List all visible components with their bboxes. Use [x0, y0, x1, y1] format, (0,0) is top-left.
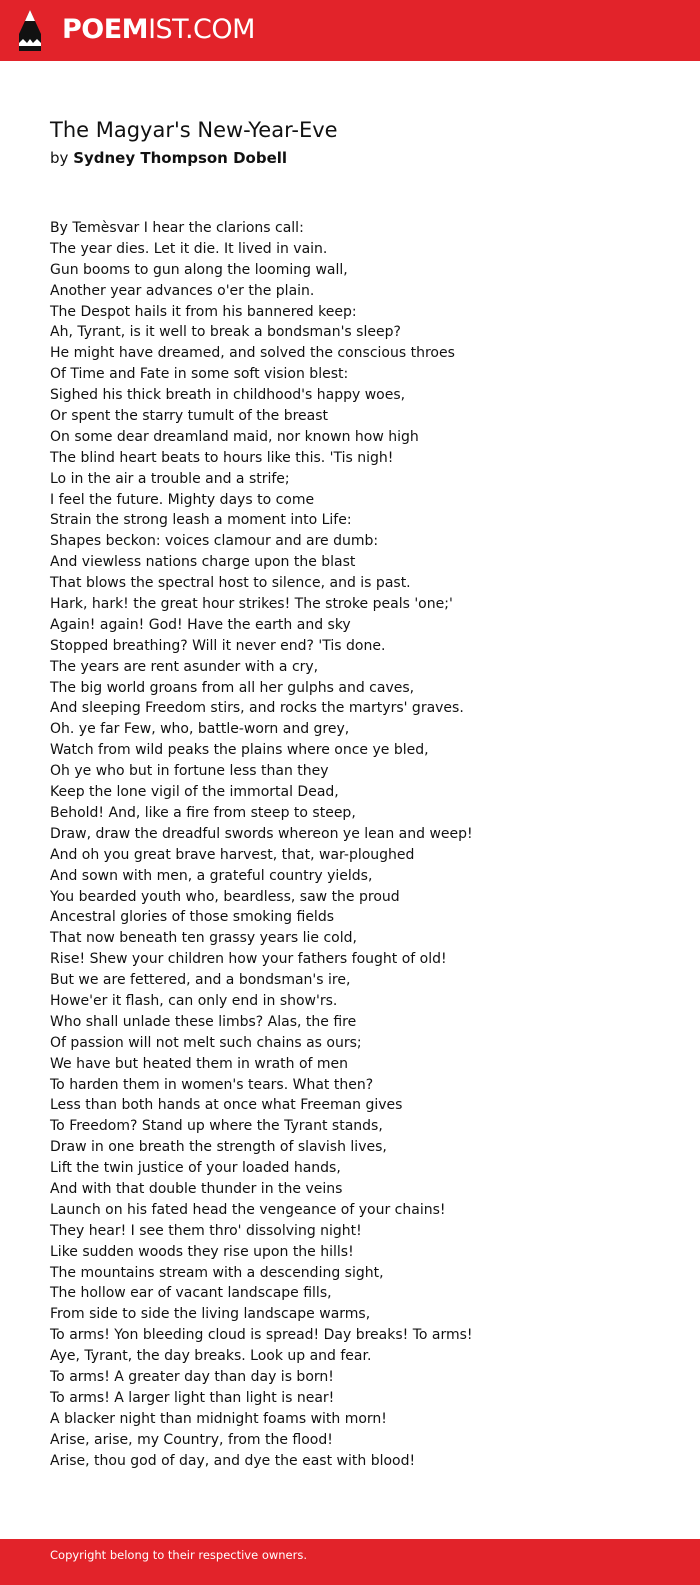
- poem-line: Or spent the starry tumult of the breast: [50, 408, 329, 425]
- poem-line: You bearded youth who, beardless, saw the proud: [50, 888, 400, 905]
- poem-line: Strain the strong leash a moment into Life:: [50, 512, 352, 529]
- poem-line: Lift the twin justice of your loaded hands,: [50, 1160, 341, 1177]
- poem-line: The hollow ear of vacant landscape fills,: [50, 1285, 332, 1302]
- poem-line: On some dear dreamland maid, nor known how high: [50, 428, 419, 445]
- poem-line: Draw in one breath the strength of slavish lives,: [50, 1139, 387, 1156]
- poem-line: To harden them in women's tears. What then?: [50, 1076, 374, 1093]
- poem-line: Of Time and Fate in some soft vision blest:: [50, 366, 349, 383]
- poem-line: And sleeping Freedom stirs, and rocks the martyrs' graves.: [50, 700, 464, 717]
- poem-line: And viewless nations charge upon the blast: [50, 554, 356, 571]
- poem-line: Behold! And, like a fire from steep to steep,: [50, 804, 356, 821]
- poem-line: And sown with men, a grateful country yields,: [50, 867, 373, 884]
- poem-line: Another year advances o'er the plain.: [50, 282, 315, 299]
- poem-line: Aye, Tyrant, the day breaks. Look up and fear.: [50, 1348, 372, 1365]
- poem-line: The blind heart beats to hours like this. 'Tis nigh!: [50, 449, 394, 466]
- poem-line: Oh. ye far Few, who, battle-worn and grey,: [50, 721, 350, 738]
- site-header: [0, 0, 700, 61]
- poem-line: A blacker night than midnight foams with morn!: [50, 1410, 387, 1427]
- copyright-text: Copyright belong to their respective owners.: [50, 1548, 308, 1562]
- poem-line: Howe'er it flash, can only end in show'rs.: [50, 992, 338, 1009]
- poem-line: And oh you great brave harvest, that, war-ploughed: [50, 846, 415, 863]
- poem-line: Oh ye who but in fortune less than they: [50, 763, 329, 780]
- poem-line: And with that double thunder in the veins: [50, 1180, 343, 1197]
- author-name: Sydney Thompson Dobell: [73, 149, 288, 167]
- poem-line: Hark, hark! the great hour strikes! The stroke peals 'one;': [50, 596, 453, 613]
- poem-line: Launch on his fated head the vengeance of your chains!: [50, 1201, 446, 1218]
- poem-line: I feel the future. Mighty days to come: [50, 491, 315, 508]
- poem-line: From side to side the living landscape warms,: [50, 1306, 371, 1323]
- poem-line: To arms! A larger light than light is near!: [50, 1389, 335, 1406]
- poem-line: He might have dreamed, and solved the conscious throes: [50, 345, 455, 362]
- poem-line: Arise, arise, my Country, from the flood!: [50, 1431, 333, 1448]
- poem-line: That blows the spectral host to silence, and is past.: [50, 575, 411, 592]
- poem-line: Keep the lone vigil of the immortal Dead,: [50, 784, 339, 801]
- poem-line: They hear! I see them thro' dissolving night!: [50, 1222, 362, 1239]
- poem-line: But we are fettered, and a bondsman's ire,: [50, 972, 351, 989]
- pencil-tip-icon[interactable]: [18, 10, 42, 52]
- poem-line: To Freedom? Stand up where the Tyrant stands,: [50, 1118, 383, 1135]
- poem-byline: [50, 148, 287, 168]
- poem-line: That now beneath ten grassy years lie cold,: [50, 930, 357, 947]
- poem-line: The Despot hails it from his bannered keep:: [50, 303, 357, 320]
- poem-line: To arms! A greater day than day is born!: [50, 1368, 334, 1385]
- by-label: by: [50, 149, 69, 167]
- logo-text-light: IST.COM: [148, 14, 255, 45]
- poem-line: Who shall unlade these limbs? Alas, the fire: [50, 1013, 357, 1030]
- poem-line: Like sudden woods they rise upon the hills!: [50, 1243, 354, 1260]
- poem-line: Ancestral glories of those smoking fields: [50, 909, 334, 926]
- poem-title: The Magyar's New-Year-Eve: [50, 118, 338, 142]
- poem-line: Lo in the air a trouble and a strife;: [50, 470, 290, 487]
- poem-line: Arise, thou god of day, and dye the east with blood!: [50, 1452, 416, 1469]
- poem-line: Draw, draw the dreadful swords whereon ye lean and weep!: [50, 825, 473, 842]
- poem-line: Stopped breathing? Will it never end? 'Tis done.: [50, 637, 386, 654]
- poem-line: The years are rent asunder with a cry,: [50, 658, 319, 675]
- poem-line: Less than both hands at once what Freeman gives: [50, 1097, 403, 1114]
- poem-line: By Temèsvar I hear the clarions call:: [50, 220, 304, 236]
- poem-line: To arms! Yon bleeding cloud is spread! Day breaks! To arms!: [50, 1327, 473, 1344]
- poem-line: Of passion will not melt such chains as ours;: [50, 1034, 362, 1051]
- poem-line: The big world groans from all her gulphs and caves,: [50, 679, 415, 696]
- poem-line: Gun booms to gun along the looming wall,: [50, 261, 348, 278]
- poem-line: We have but heated them in wrath of men: [50, 1055, 349, 1072]
- poem-line: The mountains stream with a descending sight,: [50, 1264, 384, 1281]
- poem-line: Ah, Tyrant, is it well to break a bondsman's sleep?: [50, 324, 401, 341]
- poem-line: The year dies. Let it die. It lived in vain.: [50, 240, 328, 257]
- poem-line: Watch from wild peaks the plains where once ye bled,: [50, 742, 429, 759]
- poem-line: Sighed his thick breath in childhood's happy woes,: [50, 387, 406, 404]
- poem-body: [50, 218, 670, 1471]
- site-logo[interactable]: [62, 13, 255, 47]
- site-footer: [0, 1539, 700, 1585]
- poem-line: Rise! Shew your children how your fathers fought of old!: [50, 951, 447, 968]
- poem-line: Shapes beckon: voices clamour and are dumb:: [50, 533, 379, 550]
- logo-text-bold: POEM: [62, 14, 149, 45]
- poem-line: Again! again! God! Have the earth and sky: [50, 616, 351, 633]
